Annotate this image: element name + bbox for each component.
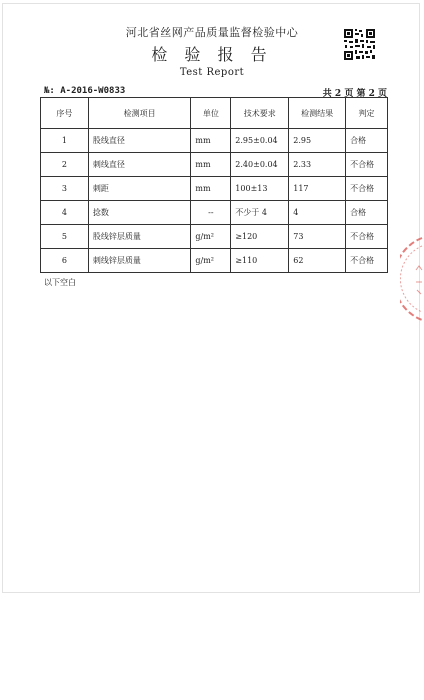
cell-item: 股线直径 [88,129,191,153]
table-row [41,225,388,249]
column-header: 检测项目 [88,98,191,129]
cell-unit: g/m² [191,225,231,249]
page-indicator: 共 2 页 第 2 页 [322,89,387,99]
cell-index: 4 [41,201,89,225]
report-subtitle: Test Report [179,67,245,78]
blank-below-note: 以下空白 [44,278,76,287]
cell-result: 62 [289,249,346,273]
cell-verdict: 合格 [346,129,388,153]
cell-item: 刺距 [88,177,191,201]
organization-name: 河北省丝网产品质量监督检验中心 [125,26,299,39]
cell-result: 4 [289,201,346,225]
cell-index: 6 [41,249,89,273]
cell-verdict: 不合格 [346,249,388,273]
cell-index: 5 [41,225,89,249]
cell-requirement: 2.95±0.04 [231,129,289,153]
table-row [41,201,388,225]
cell-item: 股线锌层质量 [88,225,191,249]
table-row [41,129,388,153]
cell-verdict: 不合格 [346,177,388,201]
official-seal-stamp [400,236,424,322]
cell-index: 1 [41,129,89,153]
column-header: 检测结果 [289,98,346,129]
cell-requirement: 100±13 [231,177,289,201]
column-header: 技术要求 [231,98,289,129]
table-header-row [41,98,388,129]
cell-result: 117 [289,177,346,201]
cell-requirement: ≥110 [231,249,289,273]
cell-index: 2 [41,153,89,177]
column-header: 单位 [191,98,231,129]
cell-requirement: ≥120 [231,225,289,249]
column-header: 判定 [346,98,388,129]
qr-code-icon [343,28,376,61]
cell-verdict: 合格 [346,201,388,225]
cell-item: 刺线锌层质量 [88,249,191,273]
cell-unit: mm [191,129,231,153]
cell-requirement: 2.40±0.04 [231,153,289,177]
report-title: 检 验 报 告 [151,45,273,64]
table-row [41,153,388,177]
report-number: №: A-2016-W0833 [44,86,126,96]
table-row [41,249,388,273]
cell-unit: mm [191,153,231,177]
cell-result: 2.95 [289,129,346,153]
cell-unit: mm [191,177,231,201]
cell-verdict: 不合格 [346,225,388,249]
cell-item: 刺线直径 [88,153,191,177]
results-table [40,97,388,273]
cell-unit: -- [191,201,231,225]
cell-item: 捻数 [88,201,191,225]
cell-index: 3 [41,177,89,201]
cell-result: 73 [289,225,346,249]
cell-verdict: 不合格 [346,153,388,177]
table-row [41,177,388,201]
cell-result: 2.33 [289,153,346,177]
cell-requirement: 不少于 4 [231,201,289,225]
cell-unit: g/m² [191,249,231,273]
column-header: 序号 [41,98,89,129]
